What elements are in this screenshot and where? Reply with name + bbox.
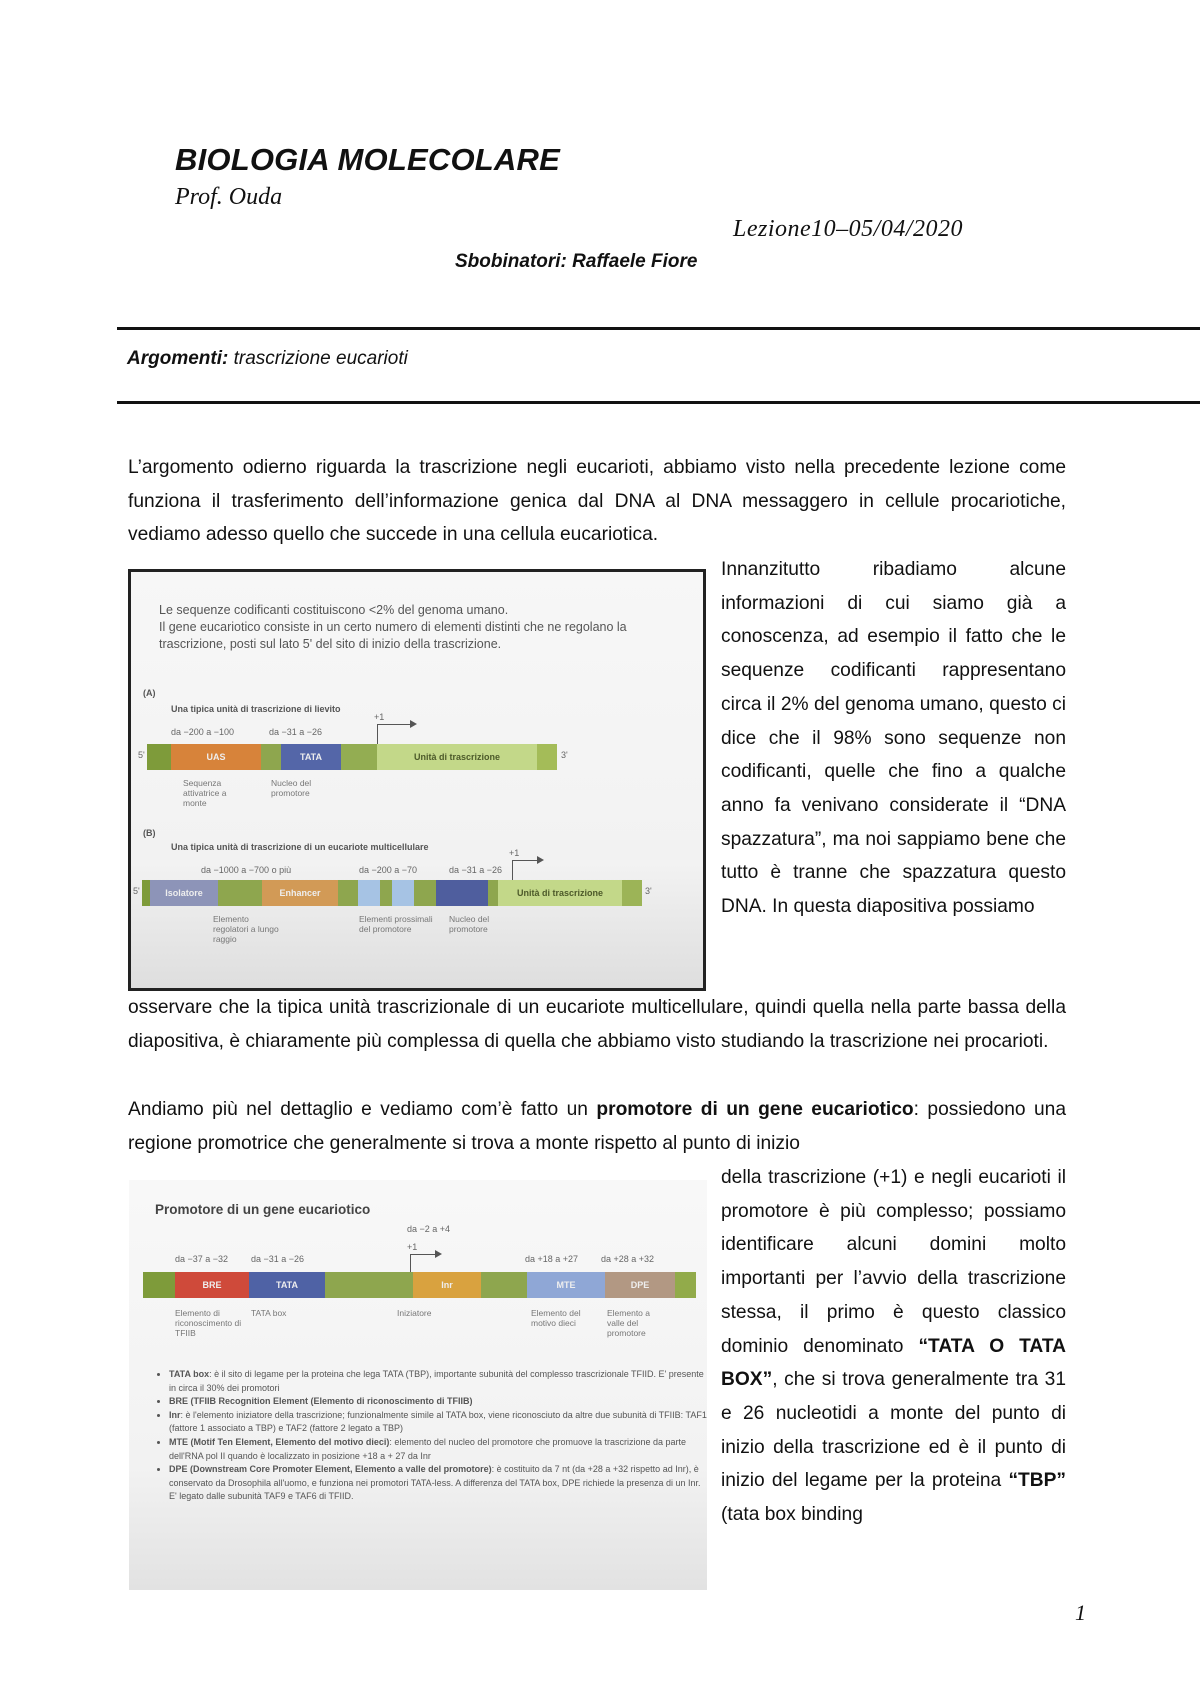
slide1-b-label: (B) — [143, 828, 156, 838]
slide1-b-spacer0 — [142, 880, 150, 906]
slide2-bullet-list — [153, 1368, 709, 1504]
bullet-inr-text: : è l'elemento iniziatore della trascrizione; funzionalmente simile al TATA box, viene riconosciuto da altre due subunità di TFIIB: TAF1 (fattore 1 associato a TBP) e TAF2 (fattore 2 legato a TBP) — [169, 1409, 707, 1434]
paragraph-coding-sequences: Innanzitutto ribadiamo alcune informazioni di cui siamo già a conoscenza, ad esempio il fatto che le sequenze codificanti rappresentano circa il 2% del genoma umano, questo ci dice che il 98% sono sequenze non codificanti, quelle che fino a qualche anno fa venivano considerate il “DNA spazzatura”, ma noi sappiamo bene che tutto è tranne che spazzatura questo DNA. In questa diapositiva possiamo — [721, 559, 1066, 918]
slide1-b-caption3: Nucleo del promotore — [449, 914, 490, 934]
slide1-a-gene-bar — [147, 744, 557, 770]
topics-label: Argomenti: — [127, 348, 229, 369]
bullet-bre-label: BRE (TFIIB Recognition Element (Elemento di riconoscimento di TFIIB) — [169, 1396, 473, 1407]
bullet-tata-text: : è il sito di legame per la proteina che lega TATA (TBP), importante subunità del complesso trascrizionale TFIID. E' presente in circa il 30% dei promotori — [169, 1369, 704, 1393]
paragraph-transcription-unit: osservare che la tipica unità trascrizionale di un eucariote multicellulare, quindi quella nella parte bassa della diapositiva, è chiaramente più complessa di quella che abbiamo visto studiando la trascrizione nei procarioti. — [128, 997, 1066, 1052]
bullet-dpe-text: : è costituito da 7 nt (da +28 a +32 rispetto ad Inr), è conservato da Drosophila all'uomo, e funziona nei promotori TATA-less. A differenza del TATA box, DPE richiede la presenza di un Inr. E' legato dalle subunità TAF9 e TAF6 di TFIID. — [169, 1464, 701, 1502]
slide1-intro-line2: Il gene eucariotico consiste in un certo numero di elementi distinti che ne regolano la trascrizione, posti sul lato 5' del sito di inizio della trascrizione. — [159, 620, 627, 651]
page-number: 1 — [1075, 1600, 1086, 1625]
slide2-range4: da +28 a +32 — [601, 1254, 655, 1264]
slide1-a-plus1: +1 — [374, 712, 385, 722]
paragraph-promoter — [128, 1093, 1066, 1160]
slide2-tata: TATA — [249, 1272, 325, 1298]
slide2-bullet-tata — [169, 1368, 709, 1395]
slide1-b-enhancer: Enhancer — [262, 880, 338, 906]
slide2-spacer0 — [143, 1272, 175, 1298]
slide1-b-prox1 — [358, 880, 380, 906]
slide1-a-spacer3 — [341, 744, 377, 770]
slide1-a-arrow-line — [377, 724, 411, 725]
slide1-b-core — [436, 880, 488, 906]
slide-eukaryotic-promoter — [129, 1180, 707, 1590]
slide1-b-gene-bar — [142, 880, 642, 906]
slide1-b-title: Una tipica unità di trascrizione di un eucariote multicellulare — [171, 842, 429, 852]
topics — [127, 348, 408, 370]
slide1-b-isolator: Isolatore — [150, 880, 218, 906]
slide2-caption5: Elemento a valle del promotore — [607, 1308, 650, 1338]
slide1-b-range1: da −1000 a −700 o più — [201, 865, 292, 875]
slide2-title: Promotore di un gene eucariotico — [155, 1202, 371, 1217]
slide2-bullet-bre — [169, 1395, 709, 1409]
slide2-plus1: +1 — [407, 1242, 418, 1252]
paragraph-intro: L’argomento odierno riguarda la trascrizione negli eucarioti, abbiamo visto nella precedente lezione come funziona il trasferimento dell’informazione genica dal DNA al DNA messaggero in cellule procariotiche, vediamo adesso quello che succede in una cellula eucariotica. — [128, 457, 1066, 546]
slide2-caption4: Elemento del motivo dieci — [531, 1308, 581, 1328]
slide1-b-spacer3 — [380, 880, 392, 906]
transcribers: Sbobinatori: Raffaele Fiore — [455, 251, 698, 272]
p3-bold: promotore di un gene eucariotico — [596, 1099, 914, 1120]
slide1-intro — [159, 602, 689, 653]
slide1-b-plus1: +1 — [509, 848, 520, 858]
slide2-bullet-mte — [169, 1436, 709, 1463]
slide2-spacer2 — [481, 1272, 527, 1298]
slide1-b-three: 3' — [645, 886, 652, 896]
slide2-inr: Inr — [413, 1272, 481, 1298]
slide2-caption2: TATA box — [251, 1308, 287, 1318]
slide1-b-spacer1 — [218, 880, 262, 906]
slide2-caption3: Iniziatore — [397, 1308, 432, 1318]
slide2-bullet-inr — [169, 1409, 709, 1436]
slide1-a-three: 3' — [561, 750, 568, 760]
slide2-spacer1 — [325, 1272, 413, 1298]
slide1-a-tata: TATA — [281, 744, 341, 770]
p3col-bold2: “TBP” — [1008, 1470, 1066, 1492]
slide1-b-spacer2 — [338, 880, 358, 906]
slide2-range1: da −37 a −32 — [175, 1254, 229, 1264]
lesson-date: Lezione10–05/04/2020 — [733, 216, 963, 242]
slide2-dpe: DPE — [605, 1272, 675, 1298]
slide1-b-prox2 — [392, 880, 414, 906]
slide2-arrow-line — [410, 1254, 436, 1255]
slide1-a-caption1: Sequenza attivatrice a monte — [183, 778, 227, 808]
slide2-range3: da +18 a +27 — [525, 1254, 579, 1264]
slide1-intro-line1: Le sequenze codificanti costituiscono <2% del genoma umano. — [159, 603, 509, 617]
p3col-text-a: della trascrizione (+1) e negli eucarioti il promotore è più complesso; possiamo identificare alcuni domini molto importanti per l’avvio della trascrizione stessa, il primo è questo classico dominio denominato — [721, 1167, 1066, 1357]
p3col-text-c: (tata box binding — [721, 1504, 863, 1526]
slide1-a-title: Una tipica unità di trascrizione di lievito — [171, 704, 341, 714]
slide1-b-spacer4 — [414, 880, 436, 906]
professor-name: Prof. Ouda — [175, 184, 283, 210]
slide1-a-start-line — [377, 724, 378, 746]
paragraph-tata-box — [721, 1161, 1066, 1532]
bullet-mte-label: MTE (Motif Ten Element, Elemento del motivo dieci) — [169, 1436, 390, 1447]
slide2-range2: da −31 a −26 — [251, 1254, 305, 1264]
p3col-text-b: , che si trova generalmente tra 31 e 26 nucleotidi a monte del punto di inizio della trascrizione ed è il punto di inizio del legame per la proteina — [721, 1369, 1066, 1492]
bottom-rule — [117, 401, 1200, 404]
slide1-a-arrow-icon — [410, 720, 417, 728]
slide1-a-uas: UAS — [171, 744, 261, 770]
slide1-b-unit: Unità di trascrizione — [498, 880, 622, 906]
slide1-b-five: 5' — [133, 886, 140, 896]
slide1-a-spacer2 — [261, 744, 281, 770]
slide1-a-unit: Unità di trascrizione — [377, 744, 537, 770]
slide2-bre: BRE — [175, 1272, 249, 1298]
p3-text-a: Andiamo più nel dettaglio e vediamo com’è fatto un — [128, 1099, 597, 1120]
slide1-a-five: 5' — [138, 750, 145, 760]
slide1-b-arrow-icon — [537, 856, 544, 864]
slide2-arrow-icon — [435, 1250, 442, 1258]
top-rule — [117, 327, 1200, 330]
bullet-dpe-label: DPE (Downstream Core Promoter Element, Elemento a valle del promotore) — [169, 1464, 492, 1475]
p3-text-b: : possiedono una regione promotrice che generalmente si trova a monte rispetto al punto di inizio — [128, 1099, 1066, 1154]
bullet-mte-text: : elemento del nucleo del promotore che promuove la trascrizione da parte dell'RNA pol II quando è localizzato in posizione +18 a + 27 da Inr — [169, 1436, 687, 1461]
bullet-tata-label: TATA box — [169, 1369, 210, 1379]
slide2-start-line — [410, 1254, 411, 1274]
p3col-bold1: “TATA O TATA BOX” — [721, 1335, 1066, 1391]
slide1-a-caption2: Nucleo del promotore — [271, 778, 312, 798]
slide-transcription-units — [128, 569, 706, 991]
topics-value: trascrizione eucarioti — [228, 348, 408, 369]
slide1-b-start-line — [512, 860, 513, 882]
slide2-bullet-dpe — [169, 1463, 709, 1504]
slide2-caption1: Elemento di riconoscimento di TFIIB — [175, 1308, 242, 1338]
slide1-a-range2: da −31 a −26 — [269, 727, 323, 737]
slide1-b-range3: da −31 a −26 — [449, 865, 503, 875]
slide1-b-spacer5 — [488, 880, 498, 906]
slide1-a-range1: da −200 a −100 — [171, 727, 235, 737]
slide1-a-label: (A) — [143, 688, 156, 698]
bullet-inr-label: Inr — [169, 1409, 181, 1420]
slide2-gene-bar — [143, 1272, 696, 1298]
slide1-b-arrow-line — [512, 860, 538, 861]
slide1-a-spacer — [147, 744, 171, 770]
slide1-b-caption1: Elemento regolatori a lungo raggio — [213, 914, 279, 944]
slide2-mte: MTE — [527, 1272, 605, 1298]
slide1-b-range2: da −200 a −70 — [359, 865, 418, 875]
slide1-b-caption2: Elementi prossimali del promotore — [359, 914, 433, 934]
document-title: BIOLOGIA MOLECOLARE — [175, 142, 560, 177]
slide2-range-top: da −2 a +4 — [407, 1224, 451, 1234]
